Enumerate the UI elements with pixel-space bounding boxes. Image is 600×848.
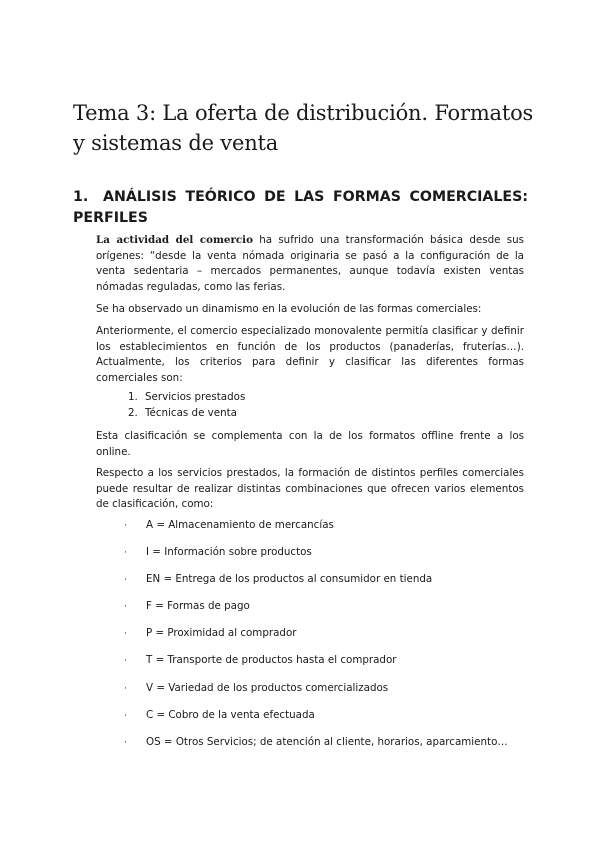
bullet-icon: · — [124, 521, 127, 531]
paragraph-dynamism: Se ha observado un dinamismo en la evolución de las formas comerciales: — [96, 303, 482, 315]
list-item-text: F = Formas de pago — [146, 600, 250, 613]
list-item — [124, 681, 508, 708]
criteria-list — [128, 390, 245, 421]
paragraph-lead-bold: La actividad del comercio — [96, 234, 253, 246]
list-item — [124, 735, 508, 762]
bullet-icon: · — [124, 683, 127, 694]
bullet-icon: · — [124, 575, 127, 586]
paragraph-origins-text: ha sufrido una transformación básica desde sus orígenes: “desde la venta nómada originaria se pasó a la configuración de la venta sedentaria – mercados permanentes, aunque todavía existen ventas nómadas reguladas, como las ferias. — [96, 234, 524, 293]
section-heading — [73, 187, 528, 229]
list-item-text: I = Información sobre productos — [146, 546, 312, 559]
list-item — [128, 390, 245, 406]
list-item-text: A = Almacenamiento de mercancías — [146, 519, 334, 531]
list-item-number: 2. — [128, 406, 138, 419]
bullet-icon: · — [124, 737, 127, 748]
list-item — [128, 406, 245, 422]
list-item-text: V = Variedad de los productos comercializados — [146, 681, 389, 694]
list-item-text: T = Transporte de productos hasta el comprador — [146, 654, 397, 667]
list-item-text: Técnicas de venta — [145, 406, 237, 419]
list-item-text: P = Proximidad al comprador — [146, 627, 297, 640]
list-item — [124, 572, 508, 599]
bullet-icon: · — [124, 656, 127, 667]
list-item — [124, 599, 508, 626]
bullet-icon: · — [124, 548, 127, 559]
list-item — [124, 653, 508, 680]
bullet-icon: · — [124, 629, 127, 640]
list-item — [124, 626, 508, 653]
list-item-text: Servicios prestados — [145, 391, 246, 403]
document-title: Tema 3: La oferta de distribución. Formatos y sistemas de venta — [73, 101, 534, 155]
section-number: 1. — [73, 189, 89, 205]
list-item — [124, 708, 508, 735]
paragraph-origins — [96, 233, 524, 295]
list-item-text: EN = Entrega de los productos al consumidor en tienda — [146, 573, 433, 586]
list-item-number: 1. — [128, 391, 138, 403]
list-item — [124, 545, 508, 572]
section-heading-text: ANÁLISIS TEÓRICO DE LAS FORMAS COMERCIALES: PERFILES — [73, 189, 528, 226]
bullet-icon: · — [124, 602, 127, 613]
list-item — [124, 518, 508, 545]
list-item-text: C = Cobro de la venta efectuada — [146, 708, 315, 721]
classification-elements-list — [124, 518, 508, 762]
paragraph-criteria-intro: Anteriormente, el comercio especializado monovalente permitía clasificar y definir los establecimientos en función de los productos (panaderías, fruterías…). Actualmente, los criterios para definir y clasificar las diferentes formas comerciales son: — [96, 325, 524, 384]
paragraph-offline-online: Esta clasificación se complementa con la de los formatos offline frente a los online. — [96, 430, 524, 458]
bullet-icon: · — [124, 710, 127, 721]
list-item-text: OS = Otros Servicios; de atención al cliente, horarios, aparcamiento… — [146, 735, 508, 748]
paragraph-services: Respecto a los servicios prestados, la formación de distintos perfiles comerciales puede resultar de realizar distintas combinaciones que ofrecen varios elementos de clasificación, como: — [96, 467, 524, 510]
